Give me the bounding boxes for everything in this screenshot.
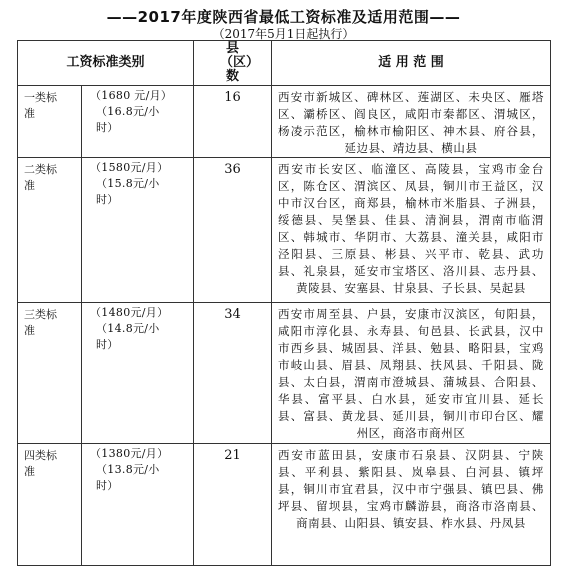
table-row [18,444,551,566]
row-standard [82,86,194,158]
header-scope: 适 用 范 围 [272,41,551,86]
table-row [18,303,551,444]
row-standard [82,444,194,566]
row-category: 四类标准 [18,444,82,566]
monthly-wage: （1580元/月） [90,161,169,174]
row-scope: 西安市新城区、碑林区、莲湖区、未央区、雁塔区、灞桥区、阎良区，咸阳市秦都区、渭城区，杨凌示范区，榆林市榆阳区、神木县、府谷县，延边县、靖边县、横山县 [272,86,551,158]
hourly-wage: （13.8元/小时） [96,463,160,492]
row-standard [82,158,194,303]
page-subtitle: （2017年5月1日起执行） [212,27,355,41]
row-scope: 西安市周至县、户县，安康市汉滨区，旬阳县，咸阳市淳化县、永寿县、旬邑县、长武县，汉中市西乡县、城固县、洋县、勉县、略阳县，宝鸡市岐山县、眉县、凤翔县、扶风县、千阳县、陇县、太白县，渭南市澄城县、蒲城县、合阳县、华县、富平县、白水县，延安市宜川县、延长县、富县、黄龙县、延川县，铜川市印台区、耀州区，商洛市商州区 [272,303,551,444]
row-category: 一类标准 [18,86,82,158]
row-category: 二类标准 [18,158,82,303]
row-count: 21 [194,444,272,566]
monthly-wage: （1480元/月） [90,306,169,319]
row-standard [82,303,194,444]
table-row [18,86,551,158]
row-count: 16 [194,86,272,158]
page-title: ——2017年度陕西省最低工资标准及适用范围—— [106,8,461,26]
row-category: 三类标准 [18,303,82,444]
row-scope: 西安市长安区、临潼区、高陵县，宝鸡市金台区，陈仓区、渭滨区、凤县，铜川市王益区，汉中市汉台区，商郑县，榆林市米脂县、子洲县，绥德县、吴堡县、佳县、清涧县，渭南市临渭区、韩城市、华阴市、大荔县、潼关县，咸阳市泾阳县、三原县、彬县、兴平市、乾县、武功县、礼泉县，延安市宝塔区、洛川县、志丹县、黄陵县、安塞县、甘泉县、子长县、吴起县 [272,158,551,303]
row-count: 36 [194,158,272,303]
row-count: 34 [194,303,272,444]
hourly-wage: （15.8元/小时） [96,177,160,206]
hourly-wage: （14.8元/小时） [96,322,160,351]
monthly-wage: （1380元/月） [90,447,169,460]
row-scope: 西安市蓝田县，安康市石泉县、汉阴县、宁陕县、平利县、紫阳县、岚皋县、白河县、镇坪县，铜川市宜君县，汉中市宁强县、镇巴县、佛坪县、留坝县，宝鸡市麟游县，商洛市洛南县、商南县、山阳县、镇安县、柞水县、丹凤县 [272,444,551,566]
wage-standards-table [17,40,551,566]
table-row [18,158,551,303]
monthly-wage: （1680 元/月） [90,89,173,102]
table-header-row [18,41,551,86]
header-category: 工资标准类别 [18,41,194,86]
header-count: 县（区）数 [194,41,272,86]
hourly-wage: （16.8元/小时） [96,105,160,134]
